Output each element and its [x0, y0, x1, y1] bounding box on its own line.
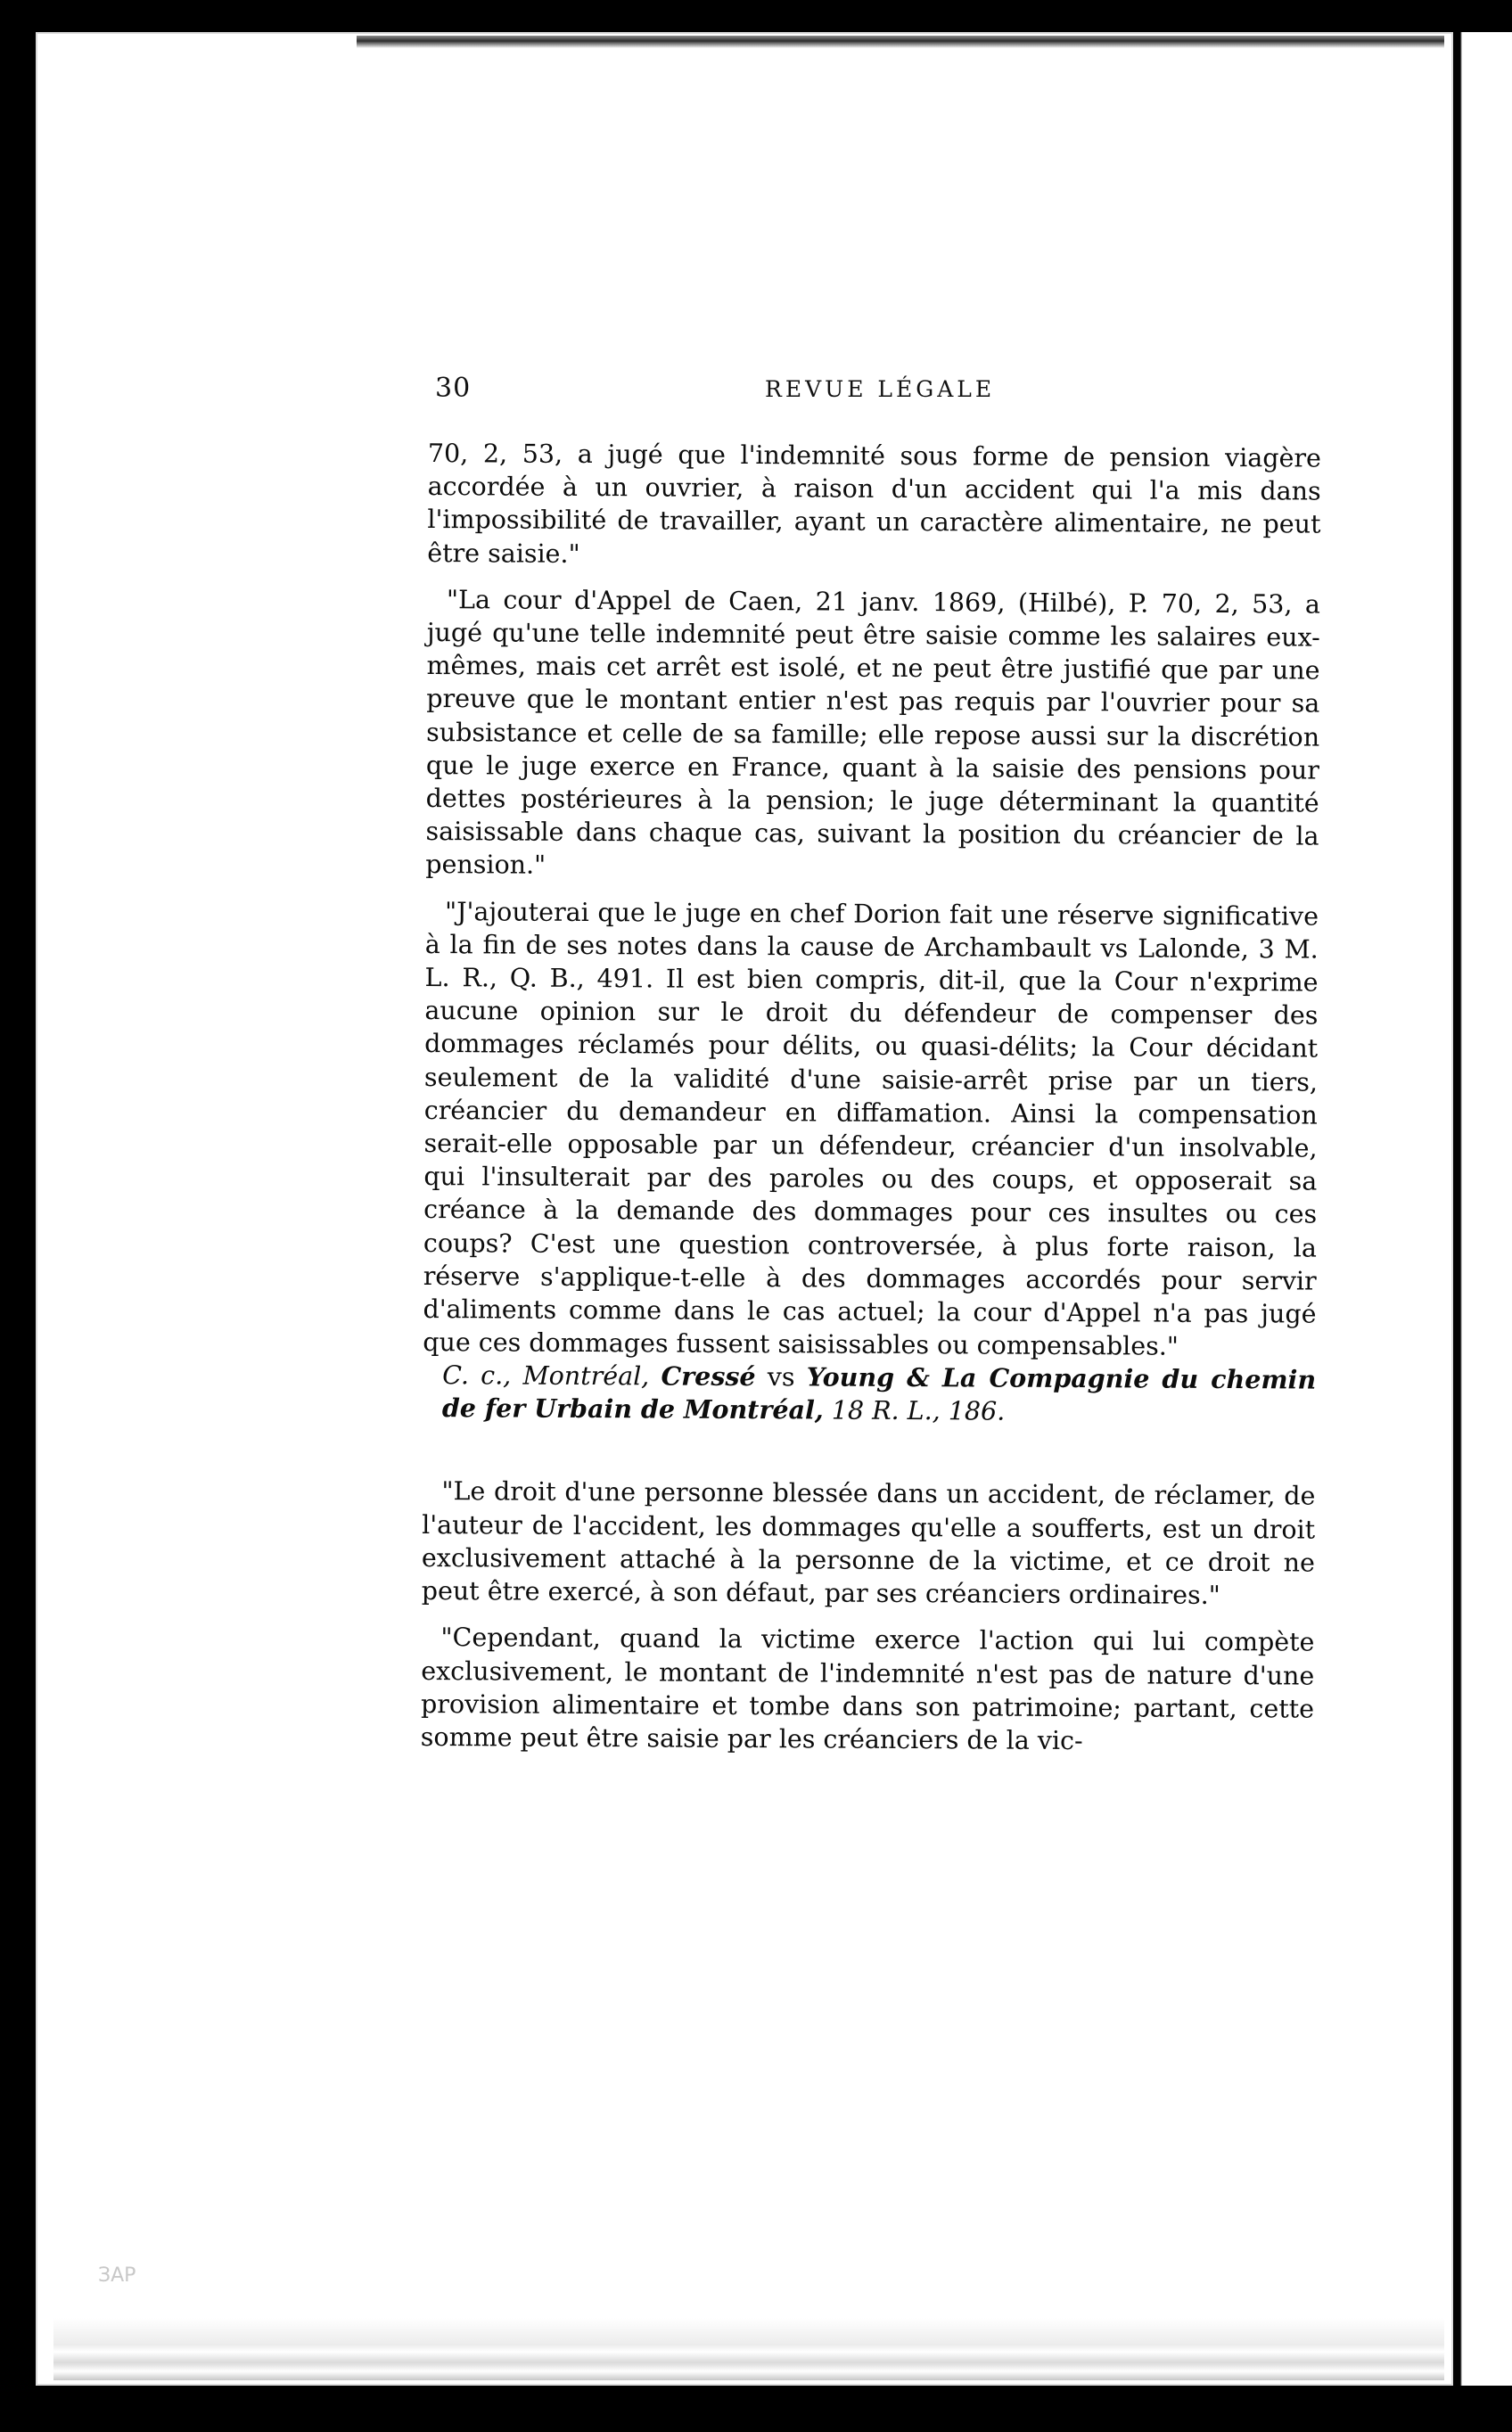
- paragraph-1: 70, 2, 53, a jugé que l'indemnité sous forme de pension viagère accordée à un ouvrier, à raison d'un accident qui l'a mis dans l'impossibilité de travailler, ayant un caractère alimentaire, ne peut être saisie.": [427, 438, 1321, 569]
- facing-page-edge: [1453, 32, 1512, 2386]
- citation-court: C. c., Montréal,: [442, 1360, 650, 1392]
- page-header: [435, 373, 1319, 417]
- case-citation: [423, 1359, 1316, 1430]
- paragraph-2: "La cour d'Appel de Caen, 21 janv. 1869, (Hilbé), P. 70, 2, 53, a jugé qu'une telle indemnité peut être saisie comme les salaires eux-mêmes, mais cet arrêt est isolé, et ne peut être justifié que par une preuve que le montant entier n'est pas requis par l'ouvrier pour sa subsistance et celle de sa famille; elle repose aussi sur la discrétion que le juge exerce en France, quant à la saisie des pensions pour dettes postérieures à la pension; le juge déterminant la quantité saisissable dans chaque cas, suivant la position du créancier de la pension.": [425, 584, 1321, 881]
- running-title: REVUE LÉGALE: [765, 376, 996, 402]
- page-edge-top: [357, 36, 1444, 62]
- paragraph-5: "Cependant, quand la victime exerce l'action qui lui compète exclusivement, le montant de l'indemnité n'est pas de nature d'une provision alimentaire et tombe dans son patrimoine; partant, cette somme peut être saisie par les créanciers de la vic-: [420, 1623, 1315, 1756]
- page-number: 30: [435, 373, 472, 404]
- margin-mark: ЗАР: [98, 2264, 136, 2287]
- citation-versus: vs: [767, 1362, 795, 1393]
- citation-party-a: Cressé: [661, 1360, 756, 1393]
- citation-reference: 18 R. L., 186.: [831, 1396, 1006, 1427]
- paragraph-4: "Le droit d'une personne blessée dans un accident, de réclamer, de l'auteur de l'accident, les dommages qu'elle a soufferts, est un droit exclusivement attaché à la personne de la victime, et ce droit ne peut être exercé, à son défaut, par ses créanciers ordinaires.": [421, 1476, 1316, 1611]
- citation-party-b: Young & La Compagnie du chemin de fer Urbain de Montréal,: [441, 1361, 1317, 1426]
- page-edge-bottom: [53, 2318, 1444, 2380]
- page-body: [421, 437, 1321, 1759]
- paragraph-3: "J'ajouterai que le juge en chef Dorion fait une réserve significative à la fin de ses notes dans la cause de Archambault vs Lalonde, 3 M. L. R., Q. B., 491. Il est bien compris, dit-il, que la Cour n'exprime aucune opinion sur le droit du défendeur de compenser des dommages réclamés pour délits, ou quasi-délits; la Cour décidant seulement de la validité d'une saisie-arrêt prise par un tiers, créancier du demandeur en diffamation. Ainsi la compensation serait-elle opposable par un défendeur, créancier d'un insolvable, qui l'insulterait par des paroles ou des coups, et opposerait sa créance à la demande des dommages pour ces insultes ou ces coups? C'est une question controversée, à plus forte raison, la réserve s'applique-t-elle à des dommages accordés pour servir d'aliments comme dans le cas actuel; la cour d'Appel n'a pas jugé que ces dommages fussent saisissables ou compensables.": [423, 896, 1319, 1361]
